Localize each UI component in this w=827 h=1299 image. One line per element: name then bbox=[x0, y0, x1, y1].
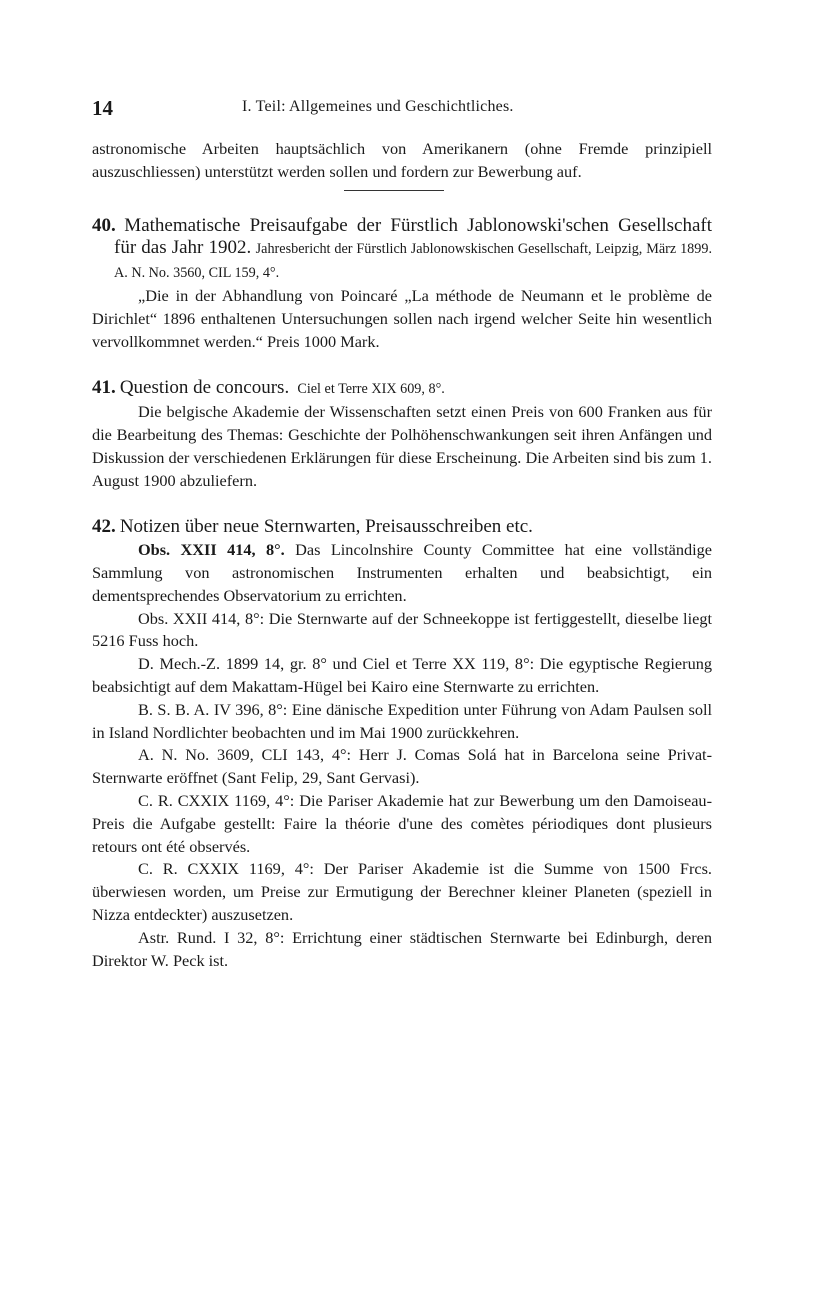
section-41-text: Die belgische Akademie der Wissenschaften setzt einen Preis von 600 Franken aus für die Bearbeitung des Themas: Geschichte der Polhöhenschwankungen seit ihren Anfängen und Diskussion der verschiedenen Erklärungen für diese Erscheinung. Die Arbeiten sind bis zum 1. August 1900 abzuliefern. bbox=[92, 402, 712, 490]
notice-text: Die Sternwarte auf der Schneekoppe ist fertiggestellt, dieselbe liegt 5216 Fuss hoch. bbox=[92, 608, 712, 651]
notice-entry bbox=[92, 653, 712, 699]
page-body bbox=[92, 138, 712, 972]
running-title: I. Teil: Allgemeines und Geschichtliches. bbox=[242, 98, 514, 115]
notice-reference: D. Mech.-Z. 1899 14, gr. 8° und Ciel et Terre XX 119, 8°: bbox=[138, 654, 535, 674]
section-41-heading bbox=[92, 377, 712, 401]
notice-entry bbox=[92, 858, 712, 926]
notice-text: Errichtung einer städtischen Sternwarte bei Edinburgh, deren Direktor W. Peck ist. bbox=[92, 927, 712, 970]
section-40-heading bbox=[92, 215, 712, 285]
notice-reference: A. N. No. 3609, CLI 143, 4°: bbox=[138, 745, 351, 765]
section-41-number: 41. bbox=[92, 377, 116, 399]
page-number: 14 bbox=[92, 96, 113, 120]
notice-text: Das Lincolnshire County Committee hat eine vollständige Sammlung von astronomischen Instrumenten erhalten und beabsichtigt, ein dementsprechendes Observatorium zu errichten. bbox=[92, 540, 712, 605]
notice-entry bbox=[92, 927, 712, 973]
section-42 bbox=[92, 516, 712, 972]
section-41-source: Ciel et Terre XIX 609, 8°. bbox=[297, 381, 445, 398]
notice-text: Der Pariser Akademie ist die Summe von 1500 Frcs. überwiesen worden, um Preise zur Ermutigung der Berechner kleiner Planeten (speziell in Nizza entdeckter) auszusetzen. bbox=[92, 859, 712, 924]
section-40-number: 40. bbox=[92, 214, 116, 236]
notice-text: Die egyptische Regierung beabsichtigt auf dem Makattam-Hügel bei Kairo eine Sternwarte zu errichten. bbox=[92, 654, 713, 696]
section-40-text: „Die in der Abhandlung von Poincaré „La méthode de Neumann et le problème de Dirichlet“ 1896 enthaltenen Untersuchungen sollen nach irgend welcher Seite hin wesentlich vervollkommnet werden.“ Preis 1000 Mark. bbox=[92, 285, 712, 351]
notice-reference: Astr. Rund. I 32, 8°: bbox=[138, 927, 285, 947]
notice-entry bbox=[92, 790, 712, 858]
section-40 bbox=[92, 215, 712, 354]
notice-entry bbox=[92, 699, 712, 745]
notice-entry bbox=[92, 608, 712, 654]
page-header bbox=[92, 92, 712, 122]
section-41-title: Question de concours. bbox=[119, 377, 290, 399]
section-42-number: 42. bbox=[92, 516, 116, 538]
notice-reference: Obs. XXII 414, 8°. bbox=[138, 540, 285, 560]
section-41 bbox=[92, 377, 712, 492]
notice-reference: C. R. CXXIX 1169, 4°: bbox=[138, 790, 295, 810]
section-42-heading bbox=[92, 516, 712, 539]
section-40-title: Mathematische Preisaufgabe der Fürstlich Jablonowski'schen Gesellschaft für das Jahr 1902. bbox=[114, 214, 712, 259]
notice-reference: Obs. XXII 414, 8°: bbox=[138, 608, 265, 628]
notice-text: Die Pariser Akademie hat zur Bewerbung um den Damoiseau-Preis die Aufgabe gestellt: Faire la théorie d'une des comètes périodiques dont plusieurs retours ont été observés. bbox=[92, 790, 712, 856]
notice-text: Eine dänische Expedition unter Führung von Adam Paulsen soll in Island Nordlichter beobachten und im Mai 1900 zurückkehren. bbox=[92, 699, 713, 742]
notice-entry bbox=[92, 539, 712, 607]
notice-text: Herr J. Comas Solá hat in Barcelona seine Privat-Sternwarte eröffnet (Sant Felip, 29, Sant Gervasi). bbox=[92, 745, 712, 788]
section-40-source: Jahresbericht der Fürstlich Jablonowskischen Gesellschaft, Leipzig, März 1899. A. N. No. 3560, CIL 159, 4°. bbox=[114, 241, 712, 282]
notice-reference: B. S. B. A. IV 396, 8°: bbox=[138, 699, 288, 719]
section-42-title: Notizen über neue Sternwarten, Preisausschreiben etc. bbox=[119, 516, 533, 538]
notice-reference: C. R. CXXIX 1169, 4°: bbox=[138, 859, 314, 879]
notice-entry bbox=[92, 744, 712, 790]
continuation-paragraph: astronomische Arbeiten hauptsächlich von Amerikanern (ohne Fremde prinzipiell auszuschliessen) unterstützt werden sollen und fordern zur Bewerbung auf. bbox=[92, 139, 712, 181]
